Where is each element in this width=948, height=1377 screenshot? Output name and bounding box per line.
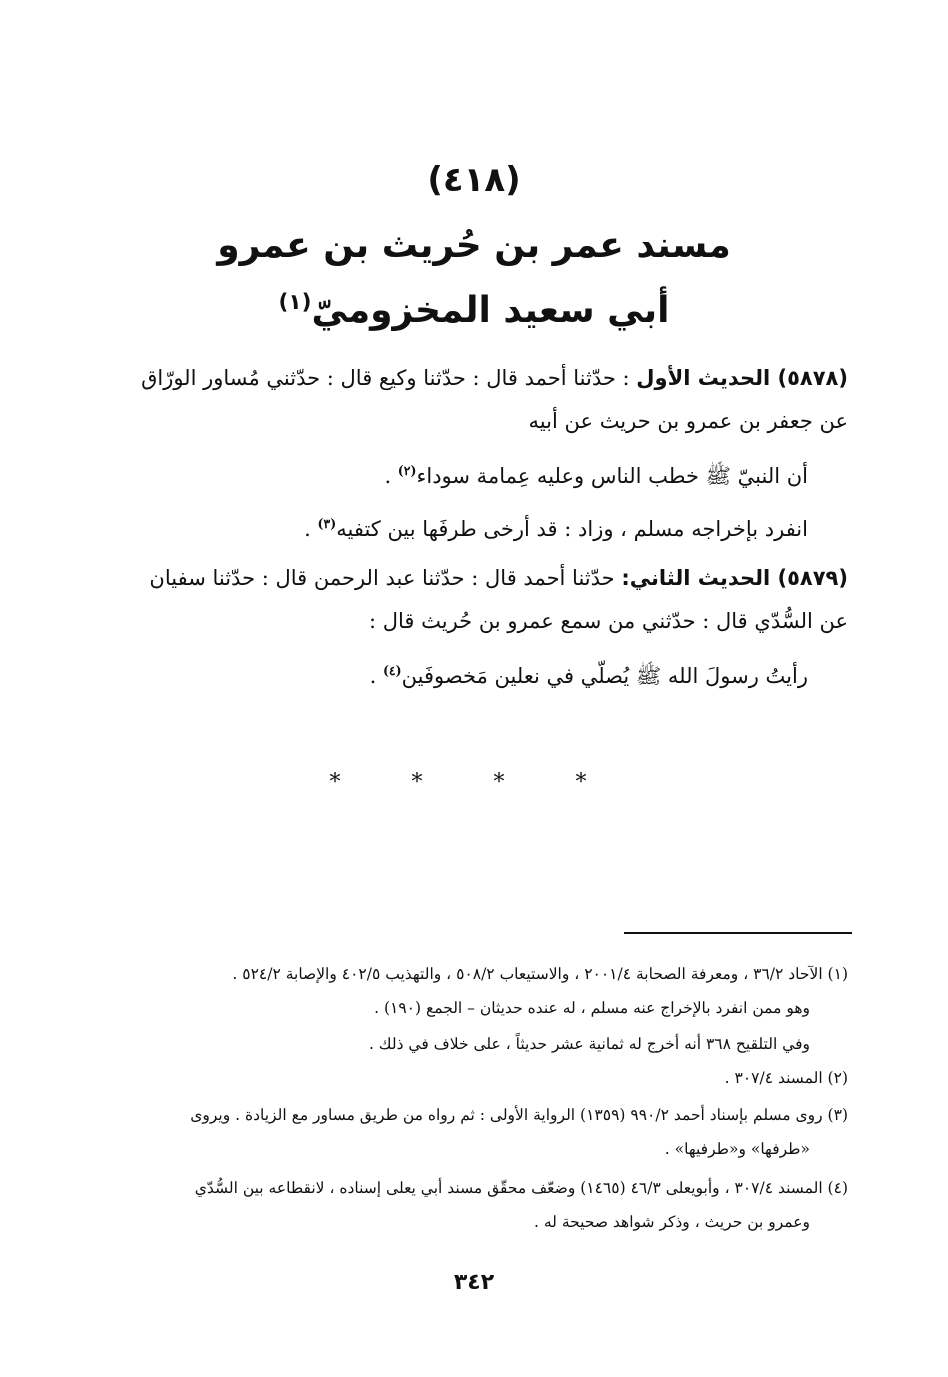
chapter-title-line-1: مسند عمر بن حُريث بن عمرو xyxy=(217,225,731,266)
chapter-title-line-2-text: أبي سعيد المخزوميّ xyxy=(311,290,670,331)
hadith-1-matn-text: أن النبيّ ﷺ خطب الناس وعليه عِمامة سوداء xyxy=(416,464,808,488)
footnote-1-line-1: (١) الآحاد ٣٦/٢ ، ومعرفة الصحابة ٢٠٠١/٤ ، والاستيعاب ٥٠٨/٢ ، والتهذيب ٤٠٢/٥ والإصابة ٥٢٤/٢ . xyxy=(232,965,848,983)
chapter-title-line-2 xyxy=(0,290,948,331)
hadith-2-line-1 xyxy=(100,562,848,594)
hadith-1-isnad: : حدّثنا أحمد قال : حدّثنا وكيع قال : حدّثني مُساور الورّاق xyxy=(141,366,637,390)
hadith-1-matn-end: . xyxy=(384,464,398,488)
hadith-2-label: الحديث الثاني: xyxy=(621,566,778,590)
hadith-1-number: (٥٨٧٨) xyxy=(777,366,848,390)
hadith-2-matn-text: رأيتُ رسولَ الله ﷺ يُصلّي في نعلين مَخصوفَين xyxy=(401,664,808,688)
hadith-1-matn xyxy=(100,455,808,492)
hadith-1-line-1 xyxy=(100,362,848,394)
hadith-1-line-2: عن جعفر بن عمرو بن حريث عن أبيه xyxy=(528,409,848,433)
section-separator: * * * * xyxy=(329,770,619,795)
footnote-1-line-3: وفي التلقيح ٣٦٨ أنه أخرج له ثمانية عشر حديثاً ، على خلاف في ذلك . xyxy=(368,1035,810,1053)
hadith-1-note xyxy=(100,508,808,545)
hadith-2-number: (٥٨٧٩) xyxy=(777,566,848,590)
hadith-2-isnad: حدّثنا أحمد قال : حدّثنا عبد الرحمن قال : حدّثنا سفيان xyxy=(149,566,622,590)
footnote-ref-1[interactable]: (١) xyxy=(278,290,312,315)
hadith-1-note-text: انفرد بإخراجه مسلم ، وزاد : قد أرخى طرفَها بين كتفيه xyxy=(336,517,808,541)
hadith-2-line-2: عن السُّدّي قال : حدّثني من سمع عمرو بن حُريث قال : xyxy=(368,609,848,633)
footnote-2-line-1: (٢) المسند ٣٠٧/٤ . xyxy=(724,1069,848,1087)
hadith-1-label: الحديث الأول xyxy=(636,366,778,390)
hadith-2-matn xyxy=(100,655,808,692)
footnote-ref-2[interactable]: (٢) xyxy=(397,463,417,478)
footnote-3-line-1: (٣) روى مسلم بإسناد أحمد ٩٩٠/٢ (١٣٥٩) الرواية الأولى : ثم رواه من طريق مساور مع الزيادة . ويروى xyxy=(190,1106,848,1124)
footnote-ref-3[interactable]: (٣) xyxy=(317,516,337,531)
page-number: ٣٤٢ xyxy=(453,1270,495,1295)
hadith-2-matn-end: . xyxy=(369,664,383,688)
hadith-1-note-end: . xyxy=(304,517,318,541)
footnote-ref-4[interactable]: (٤) xyxy=(382,663,402,678)
footnote-1-line-2: وهو ممن انفرد بالإخراج عنه مسلم ، له عنده حديثان – الجمع (١٩٠) . xyxy=(374,999,810,1017)
footnote-4-line-1: (٤) المسند ٣٠٧/٤ ، وأبويعلى ٤٦/٣ (١٤٦٥) وضعّف محقّق مسند أبي يعلى إسناده ، لانقطاعه بين السُّدّي xyxy=(194,1179,848,1197)
footnote-divider xyxy=(624,932,852,934)
footnote-3-line-2: «طرفها» و«طرفيها» . xyxy=(664,1140,810,1158)
chapter-number: (٤١٨) xyxy=(427,160,521,200)
footnote-4-line-2: وعمرو بن حريث ، وذكر شواهد صحيحة له . xyxy=(534,1213,810,1231)
